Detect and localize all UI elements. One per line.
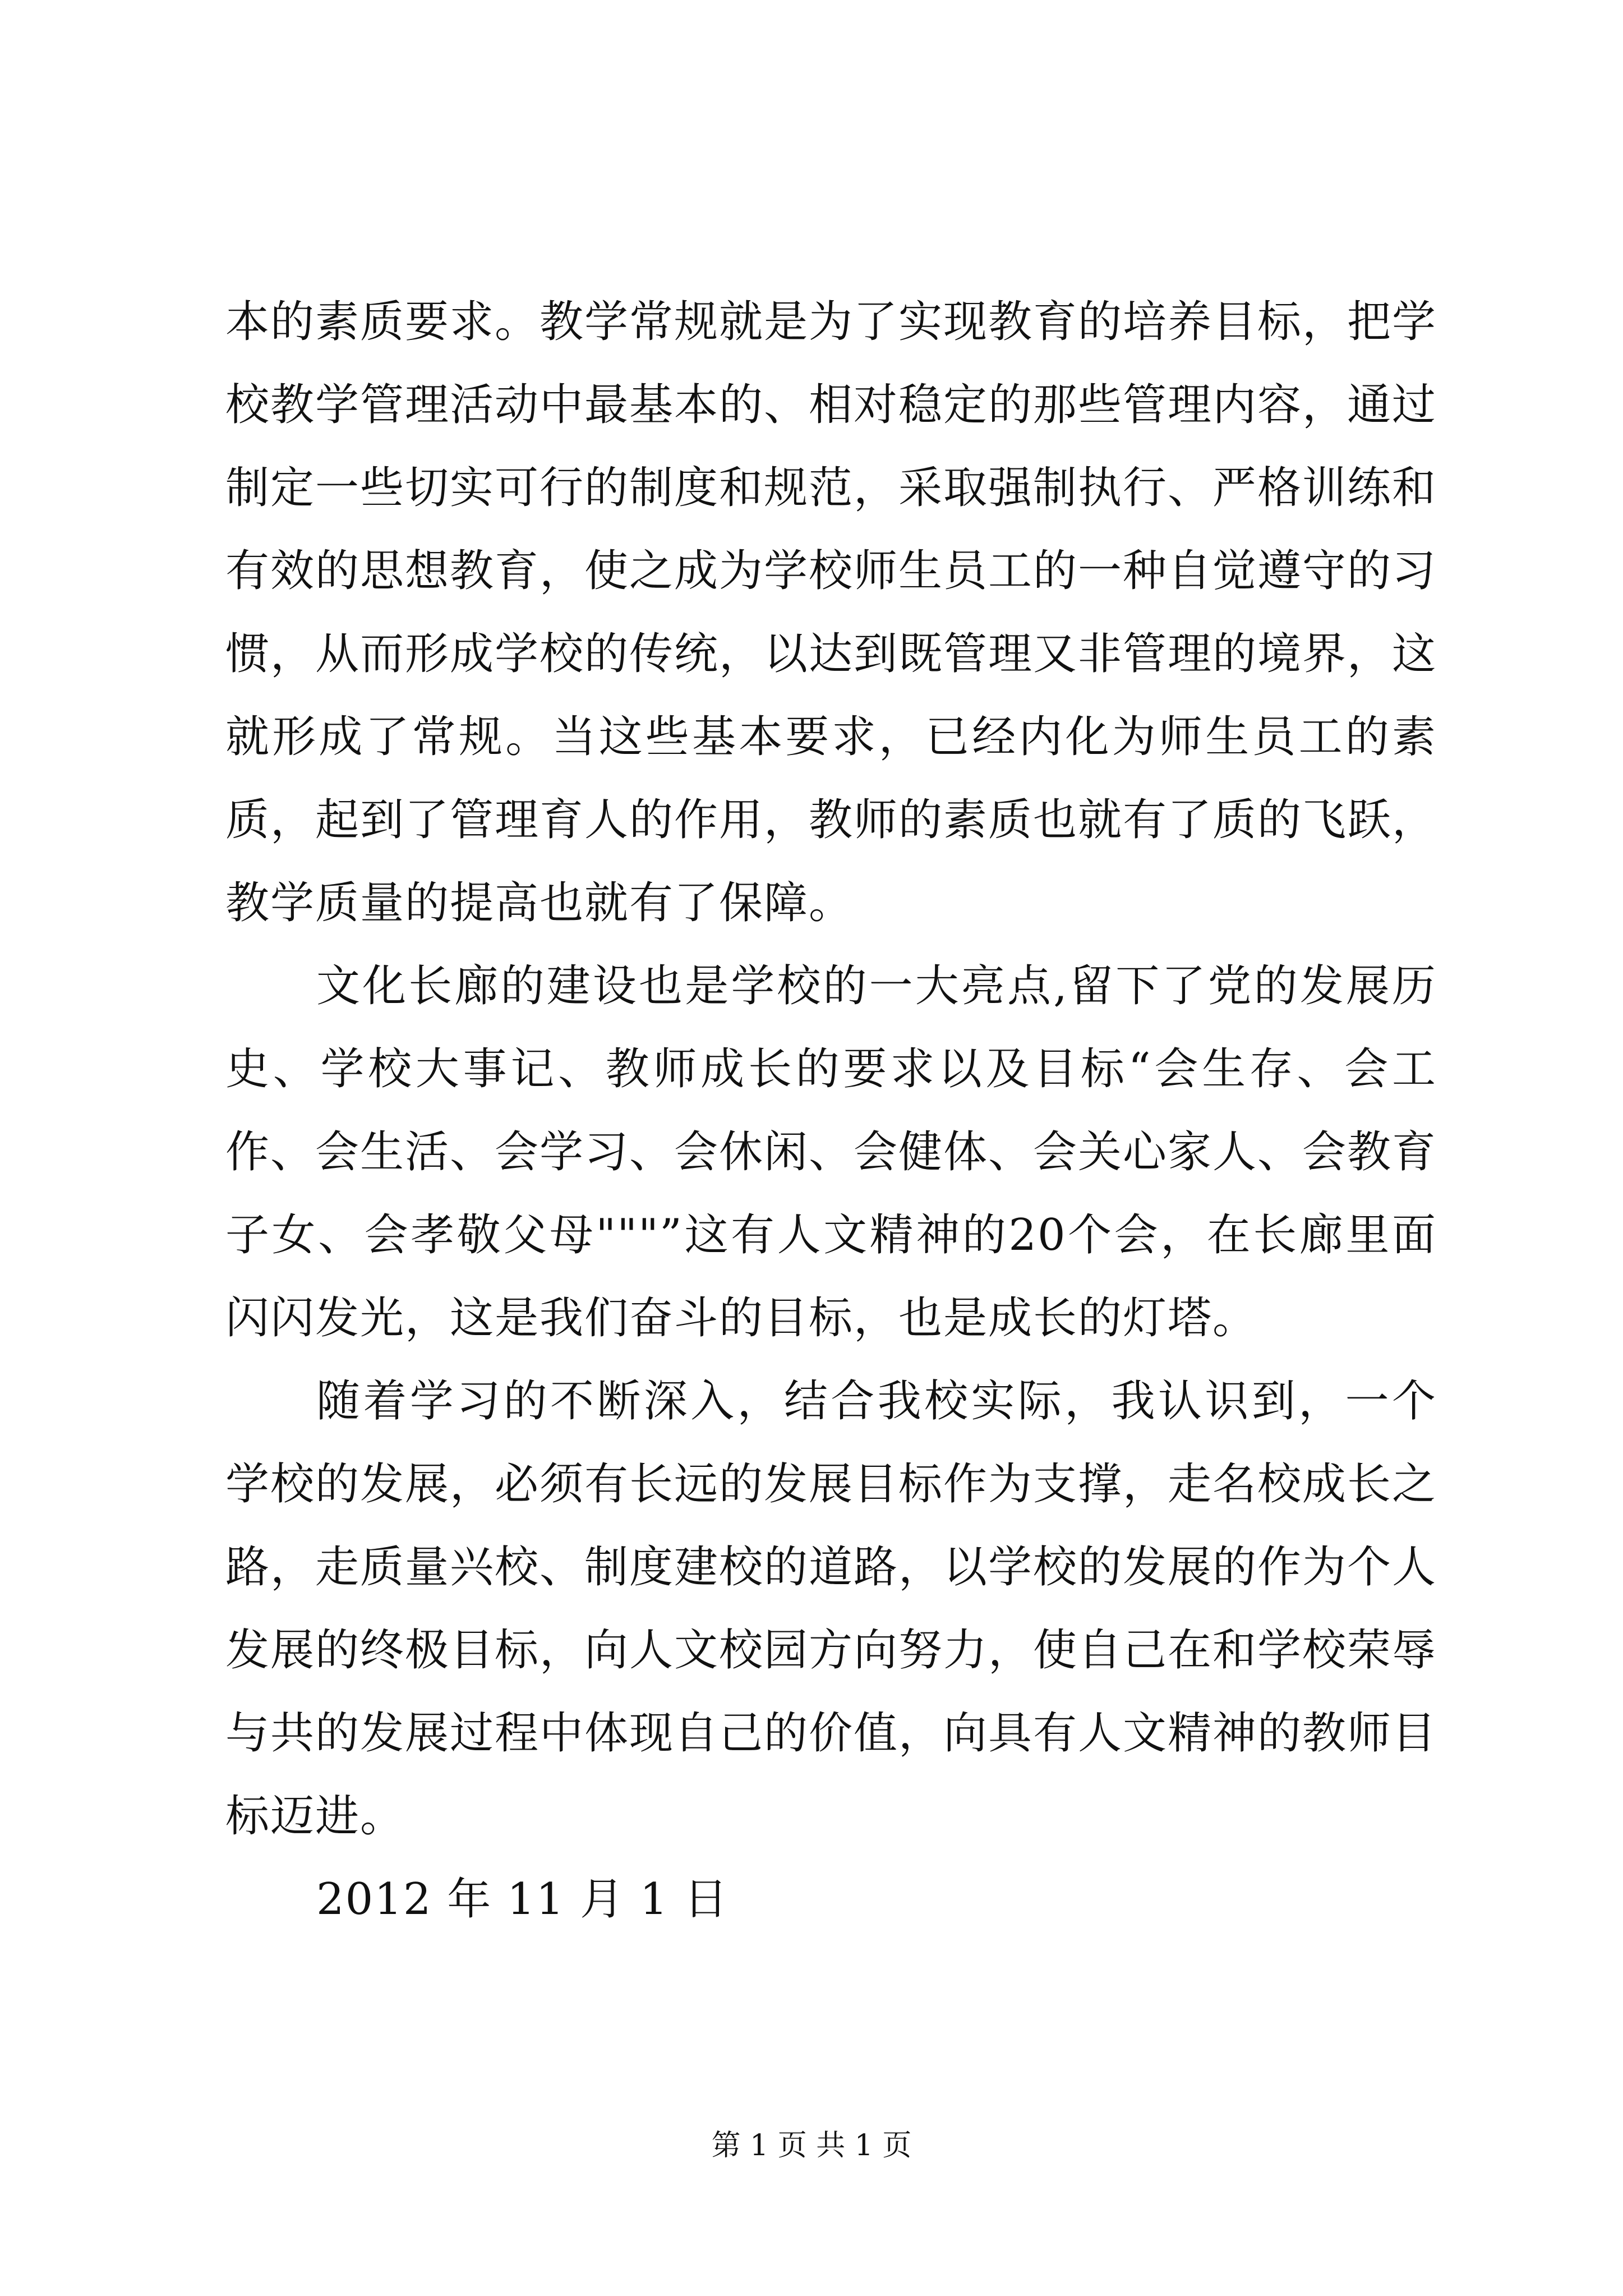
paragraph-school-development: 随着学习的不断深入，结合我校实际，我认识到，一个学校的发展，必须有长远的发展目标作为支撑，走名校成长之路，走质量兴校、制度建校的道路，以学校的发展的作为个人发展的终极目标，向人文校园方向努力，使自己在和学校荣辱与共的发展过程中体现自己的价值，向具有人文精神的教师目标迈进。 [225, 1376, 1437, 1842]
document-date: 2012 年 11 月 1 日 [316, 1874, 729, 1925]
paragraph-continued: 本的素质要求。教学常规就是为了实现教育的培养目标，把学校教学管理活动中最基本的、相对稳定的那些管理内容，通过制定一些切实可行的制度和规范，采取强制执行、严格训练和有效的思想教育，使之成为学校师生员工的一种自觉遵守的习惯，从而形成学校的传统，以达到既管理又非管理的境界，这就形成了常规。当这些基本要求，已经内化为师生员工的素质，起到了管理育人的作用，教师的素质也就有了质的飞跃，教学质量的提高也就有了保障。 [225, 297, 1437, 928]
document-body [225, 280, 1437, 1941]
paragraph-culture-corridor: 文化长廊的建设也是学校的一大亮点,留下了党的发展历史、学校大事记、教师成长的要求以及目标“会生存、会工作、会生活、会学习、会休闲、会健体、会关心家人、会教育子女、会孝敬父母"""”这有人文精神的20个会，在长廊里面闪闪发光，这是我们奋斗的目标，也是成长的灯塔。 [225, 961, 1437, 1343]
page-footer: 第 1 页 共 1 页 [711, 2129, 912, 2162]
